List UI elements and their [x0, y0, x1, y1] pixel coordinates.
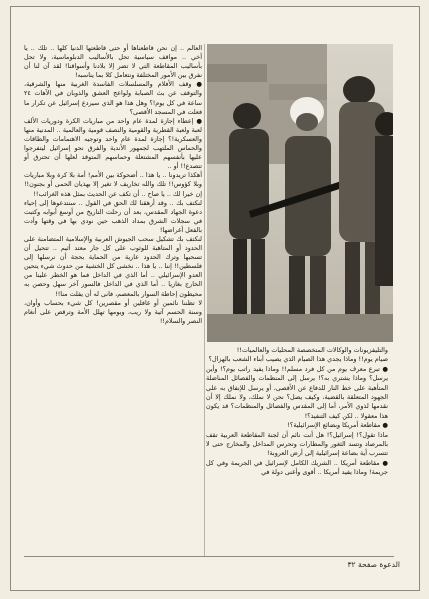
page-footer — [300, 560, 400, 569]
paragraph: ● مقاطعة أمريكا .. الشريك الكامل لإسرائيل في الجريمة وفي كل جريمة! وماذا يفيد أمريكا .. أقوى وأغنى دولة في — [206, 458, 388, 477]
paragraph: ماذا تقول؟! إسرائيل؟! هل أنت نائم أن لجنة المقاطعة العربية تقف بالمرصاد وتسد الثغور والمطارات وتحرس المداخل والمخارج حتى لا تتسرب أية بضاعة إسرائيلية إلى أرض العروبة! — [206, 430, 388, 458]
paragraph: لنكتف بك تشكيل سحب الجيوش العربية والإسلامية المتضامنة على الحدود أو المتاهبة للوثوب على كل جار معتد أثيم .. تتحيل أن تسحبها وترك الحدود عارية من الحماية بحجة أن نرسلها إلى فلسطين!! إننا .. يا هذا .. نخشى كل الخشية من حدوث شيء يتحين العدو الإسرائيلي .. أما الذي في الداخل فما هو الخطر علينا من الخارج بغازيا .. أما الذي في الداخل فالسور آخر سهل وحصن به محيطون إحاطة السوار بالمعصم، فانى له أن يفلت منا!! — [24, 234, 202, 298]
magazine-name: الدعوة — [379, 560, 400, 569]
paragraph: ● تبرع معرف يوم من كل فرد مسلم!! وماذا يفيد راتب يوم؟! وأين يرسل؟ وماذا يشتري به؟! يرسل إلى المنظمات والفصائل المناضلة المتأهبة على خط النار للدفاع عن الأقصى، أو يرسل للإنفاق به على الجهود المتعلقة بالقضية، وكيف يصل؟ نحن لا نملك، ولا نملك إلا أن نقدمها لذوي الأمر، أما إلى المقدس والفصائل والمنظمات؟ قد يكون هذا معقولا .. لكن كيف التنفيذ؟! — [206, 364, 388, 420]
paragraph: العالم .. إن نحن قاطعناها أو حتى قاطعتها الدنيا كلها .. تلك .. يا أخي .. مواقف سياسية تحل بالأساليب الدبلوماسية، ولا تحل بأساليب المقاطعة التي لا تضر إلا بلادنا وأسواقنا! لقد آن لنا أن نفرق بين الأمور المختلفة ونتعامل كلا بما يناسبه! — [24, 44, 202, 80]
page-label: صفحة — [357, 560, 378, 569]
paragraph: ● مقاطعة أمريكا وبضائع الإسرائيلية؟! — [287, 421, 388, 430]
left-text-column — [24, 44, 202, 326]
soldiers-photo — [207, 44, 393, 342]
right-text-column — [206, 346, 388, 478]
paragraph: والتليفزيونات والوكالات المتخصصة المحليات والعالميات!! — [236, 346, 388, 354]
paragraph: لا تظننا نائمين أو غافلين أو مقصرين! كل شيء بحساب وأوان، وسنة الحسم آتية ولا ريب، ويومها تهلل الأمة وترقص على أنغام النصر والسلام!! — [24, 298, 202, 325]
paragraph: ● وقف الأفلام والمسلسلات الفاسدة الغربية منها والشرقية، والتوقف عن بث الصبابة ولواعج العشق والذوبان في الآهات ٢٤ ساعة في كل يوم!؟ وهل هذا هو الذي سيردع إسرائيل عن تكرار ما فعلت في المسجد الأقصى؟ — [24, 80, 202, 116]
footer-rule — [24, 556, 394, 557]
column-divider — [204, 44, 205, 556]
paragraph: ● إعطاء إجازة لمدة عام واحد من مباريات الكرة ودوريات الألف لعبة ولعبة القطرية والقومية والنصف قومية والعالمية .. المدنية منها والعسكرية!؟ إجازة لمدة عام واحد وتوجيه الاهتمامات والطاقات والحماس الملتهب لجمهور الأندية والفرق نحو إسرائيل ليتفرجوا عليها بأنفسهم المشتعلة وحماسهم المتوقد لعلها أن تحترق أو تتصدع!! أو .. — [24, 116, 202, 171]
paragraph: لنكتف بك .. وقد أرهقنا لك الحق في القول .. سنتدعوها إلى إحياء دعوة الجهاد المقدس، بعد أن رحلت التاريخ من أوسع أبوابه وكتبت في سجلات الشرق بمداد الذهب حين نودي بها في وقتها وأدت بالفعل أغراضها! — [24, 198, 202, 234]
paragraph: صيام يوم!! وماذا يجدي هذا الصيام الذي يصيب أبناء الشعب بالهزال؟ — [208, 355, 388, 364]
paragraph: أهكذا تريدونا .. يا هذا .. أضحوكة بين الأمم! أمة بلا كرة وبلا مباريات وبلا كؤوس!! تلك والله تخاريف لا تغير إلا بهذيان الحمى أو بجنون!! إن خيرا لك .. يا صاح .. أن تكف عن الحديث بمثل هذه الغرائب!! — [24, 171, 202, 198]
page-number: ٣٢ — [347, 560, 356, 569]
soldiers-photo-image — [207, 44, 393, 342]
